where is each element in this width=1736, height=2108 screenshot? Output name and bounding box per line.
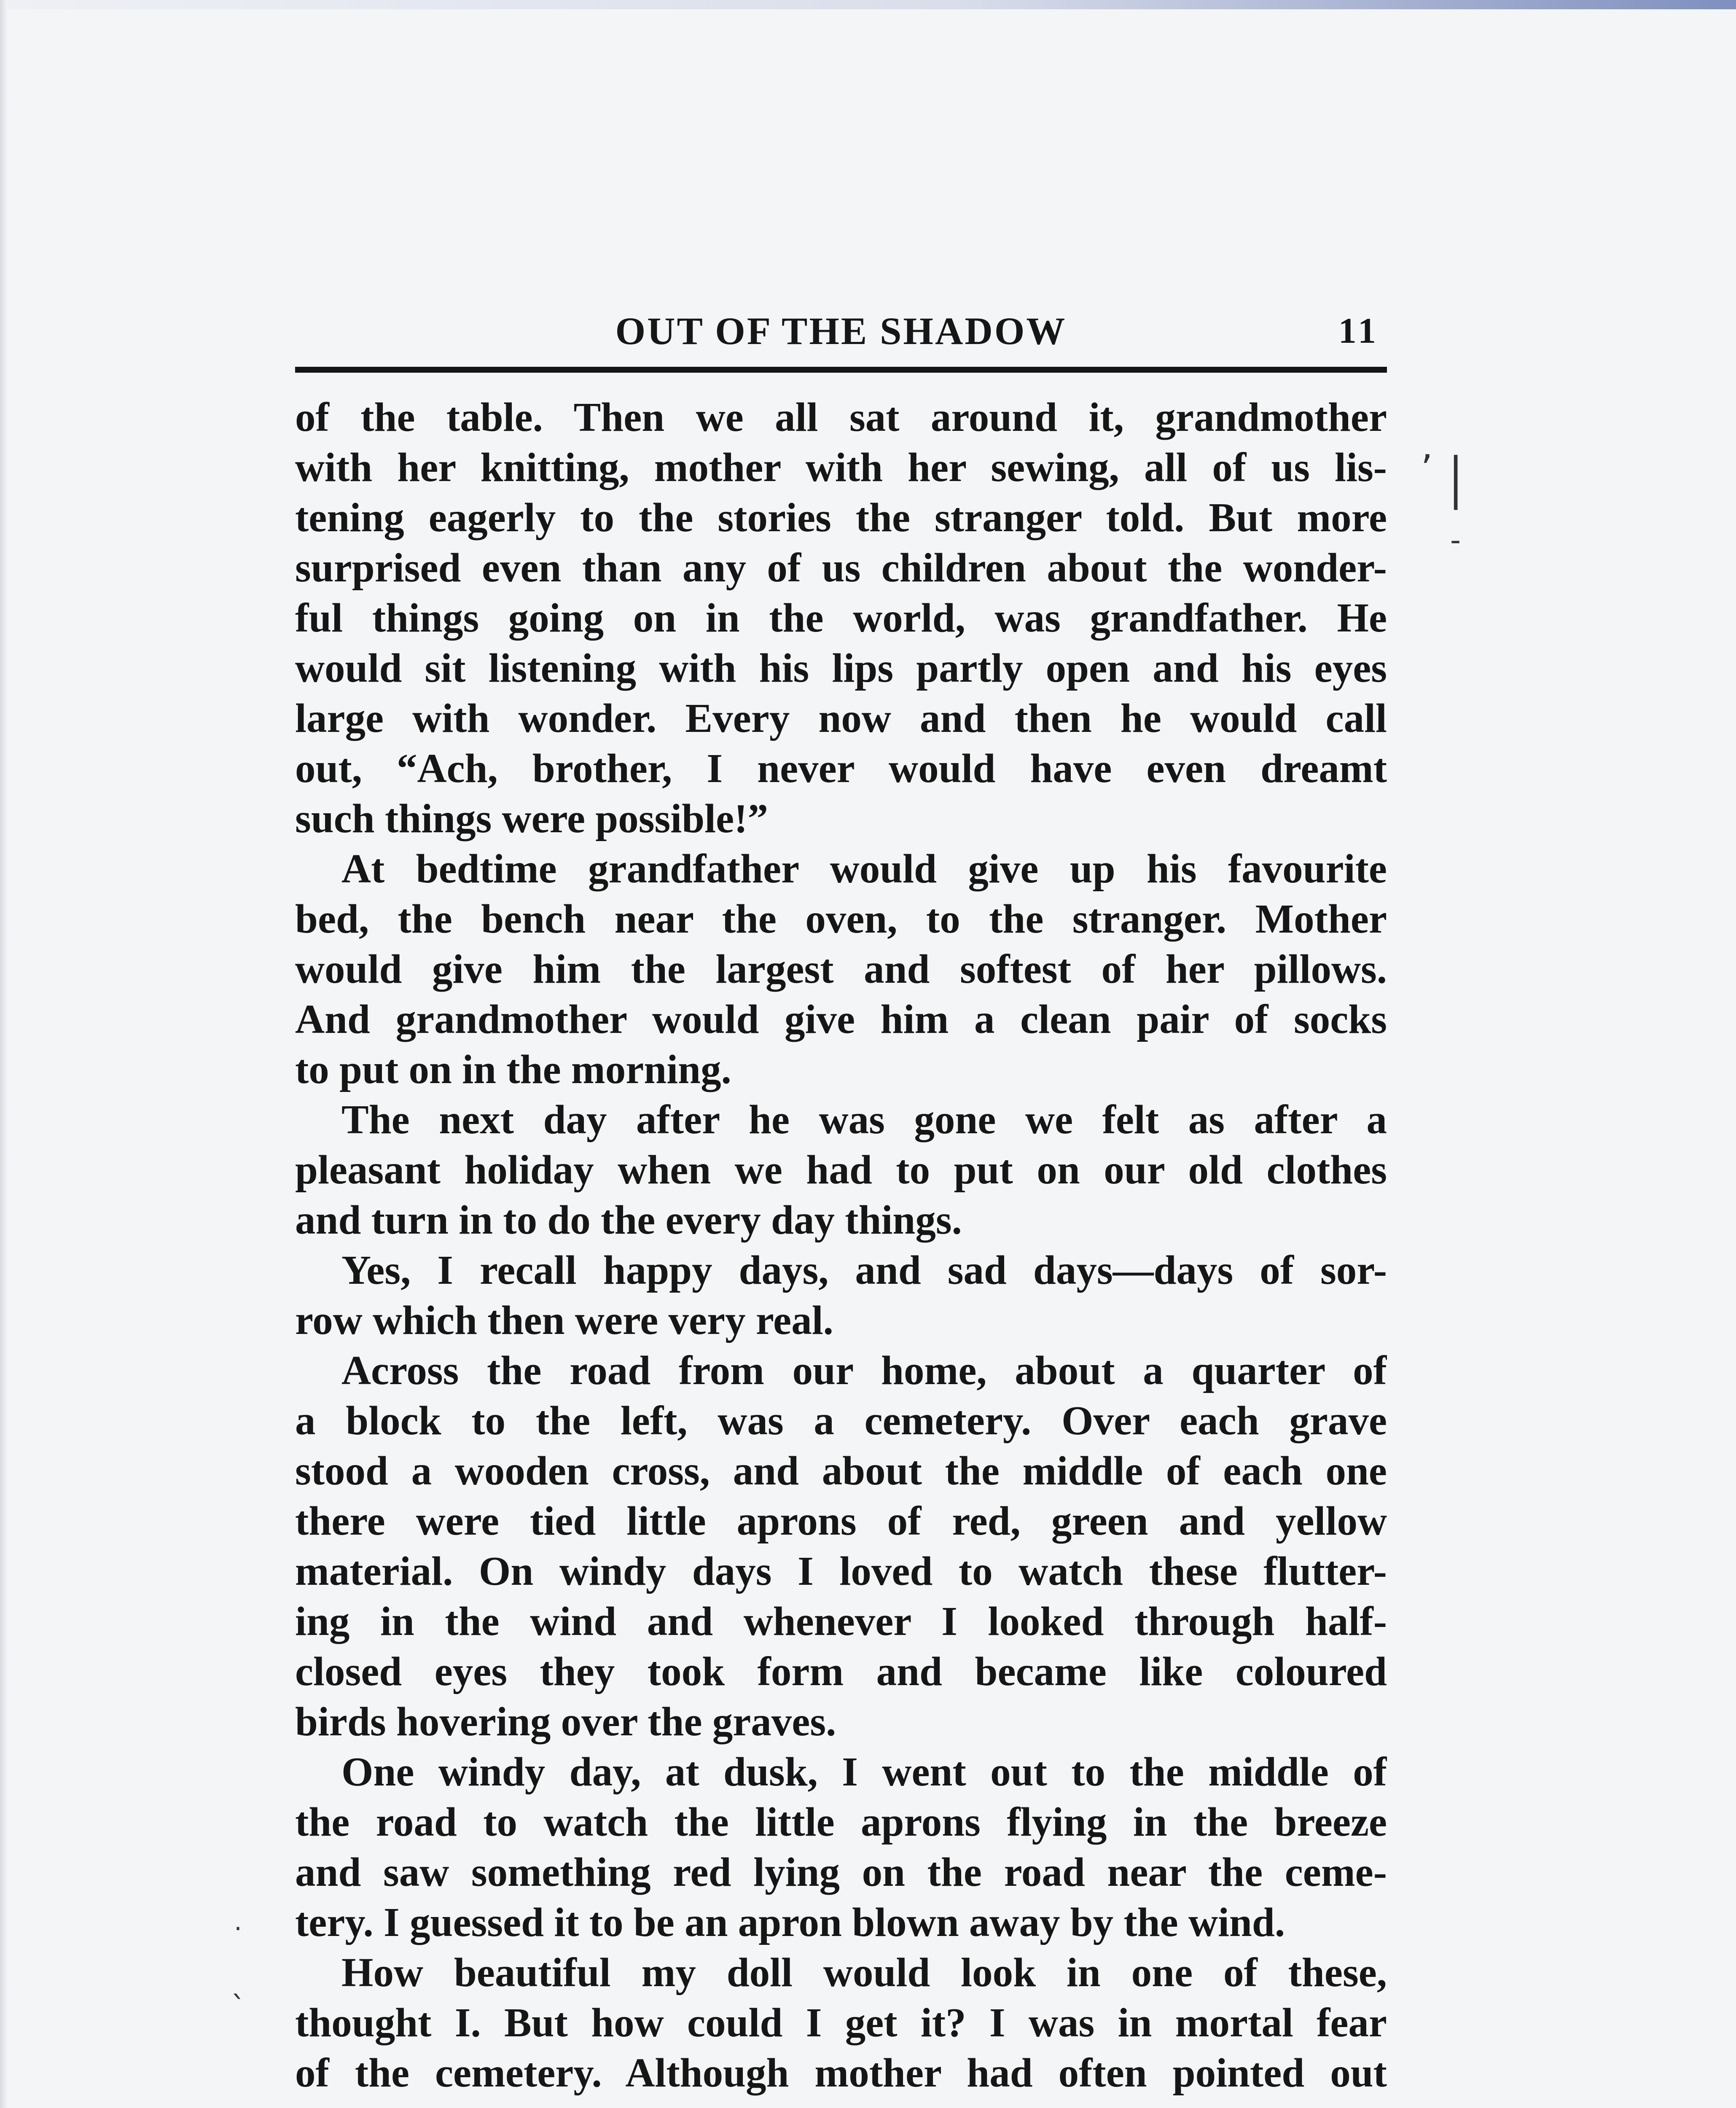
- text-line: would sit listening with his lips partly open and his eyes: [295, 645, 1387, 691]
- margin-tick-mark: ·: [234, 1914, 242, 1944]
- scanner-left-edge: [0, 0, 8, 2108]
- text-line: there were tied little aprons of red, green and yellow: [295, 1498, 1387, 1543]
- text-line: thought I. But how could I get it? I was in mortal fear: [295, 2000, 1387, 2045]
- text-line: Across the road from our home, about a quarter of: [341, 1348, 1387, 1393]
- text-line: out, “Ach, brother, I never would have even dreamt: [295, 746, 1387, 791]
- text-line: and turn in to do the every day things.: [295, 1197, 962, 1242]
- body-text: [295, 392, 1387, 2098]
- text-line: Yes, I recall happy days, and sad days—days of sor-: [341, 1248, 1387, 1293]
- text-line: closed eyes they took form and became like coloured: [295, 1649, 1387, 1694]
- text-line: One windy day, at dusk, I went out to the middle of: [341, 1749, 1387, 1794]
- text-line: would give him the largest and softest of her pillows.: [295, 946, 1387, 992]
- margin-tick-mark: -: [1450, 523, 1461, 557]
- text-line: material. On windy days I loved to watch these flutter-: [295, 1549, 1387, 1594]
- text-line: with her knitting, mother with her sewing, all of us lis-: [295, 445, 1387, 490]
- text-line: bed, the bench near the oven, to the stranger. Mother: [295, 896, 1387, 941]
- text-line: of the table. Then we all sat around it, grandmother: [295, 395, 1387, 440]
- text-line: At bedtime grandfather would give up his favourite: [341, 846, 1387, 891]
- scanner-top-edge: [0, 0, 1736, 9]
- text-line: to put on in the morning.: [295, 1047, 731, 1092]
- text-line: large with wonder. Every now and then he would call: [295, 696, 1387, 741]
- text-line: ing in the wind and whenever I looked through half-: [295, 1599, 1387, 1644]
- text-line: and saw something red lying on the road near the ceme-: [295, 1850, 1387, 1895]
- text-line: tening eagerly to the stories the stranger told. But more: [295, 495, 1387, 540]
- text-line: pleasant holiday when we had to put on our old clothes: [295, 1147, 1387, 1192]
- running-title: OUT OF THE SHADOW: [615, 309, 1067, 352]
- book-page: [295, 304, 1387, 2108]
- page-number: 11: [1338, 310, 1379, 351]
- margin-tick-mark: ’: [1421, 447, 1433, 491]
- text-line: such things were possible!”: [295, 796, 768, 841]
- text-line: surprised even than any of us children about the wonder-: [295, 545, 1387, 590]
- text-line: tery. I guessed it to be an apron blown away by the wind.: [295, 1900, 1285, 1945]
- text-line: row which then were very real.: [295, 1298, 833, 1343]
- text-line: stood a wooden cross, and about the middle of each one: [295, 1448, 1387, 1493]
- margin-tick-mark: ˎ: [231, 1965, 246, 1999]
- running-head: [295, 304, 1387, 373]
- text-line: a block to the left, was a cemetery. Over each grave: [295, 1398, 1387, 1443]
- text-line: of the cemetery. Although mother had often pointed out: [295, 2050, 1387, 2095]
- text-line: And grandmother would give him a clean pair of socks: [295, 997, 1387, 1042]
- text-line: the road to watch the little aprons flying in the breeze: [295, 1799, 1387, 1844]
- margin-tick-mark: │: [1442, 455, 1470, 509]
- text-line: The next day after he was gone we felt as after a: [341, 1097, 1387, 1142]
- text-line: How beautiful my doll would look in one of these,: [341, 1950, 1387, 1995]
- text-line: birds hovering over the graves.: [295, 1699, 836, 1744]
- text-line: ful things going on in the world, was grandfather. He: [295, 595, 1387, 640]
